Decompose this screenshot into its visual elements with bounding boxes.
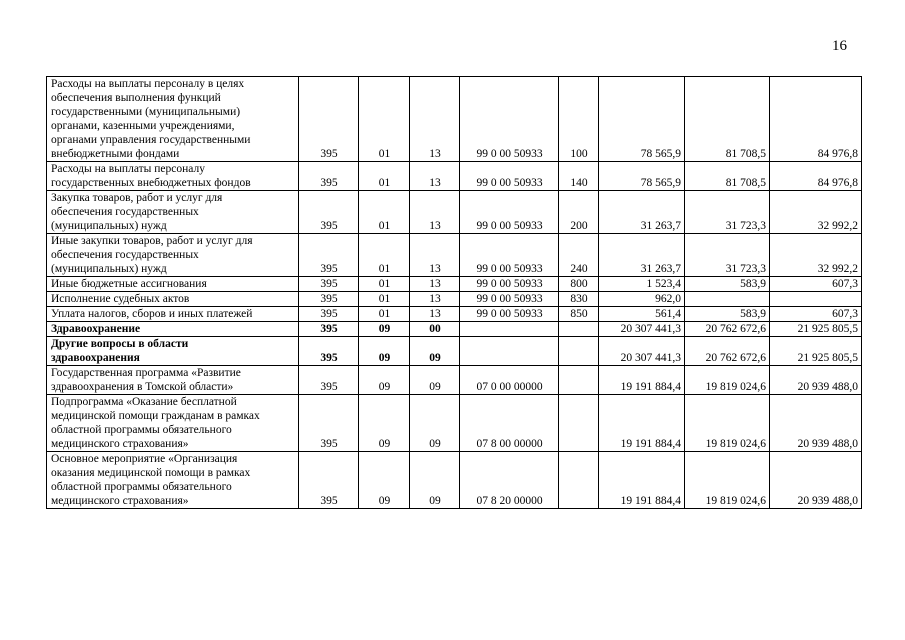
expense-type-cell: 850	[559, 307, 599, 322]
ministry-code-cell: 395	[299, 162, 359, 191]
target-article-cell: 99 0 00 50933	[460, 292, 559, 307]
amount-year2-cell: 31 723,3	[685, 234, 770, 277]
subsection-code-cell: 09	[410, 366, 460, 395]
amount-year1-cell: 20 307 441,3	[599, 322, 685, 337]
subsection-code-cell: 00	[410, 322, 460, 337]
amount-year3-cell: 21 925 805,5	[770, 322, 862, 337]
target-article-cell: 99 0 00 50933	[460, 162, 559, 191]
table-row	[47, 452, 862, 509]
ministry-code-cell: 395	[299, 322, 359, 337]
ministry-code-cell: 395	[299, 307, 359, 322]
ministry-code-cell: 395	[299, 337, 359, 366]
amount-year2-cell	[685, 292, 770, 307]
table-row	[47, 77, 862, 162]
table-row	[47, 277, 862, 292]
ministry-code-cell: 395	[299, 452, 359, 509]
amount-year1-cell: 561,4	[599, 307, 685, 322]
expense-type-cell	[559, 395, 599, 452]
subsection-code-cell: 13	[410, 277, 460, 292]
expense-type-cell	[559, 322, 599, 337]
table-row	[47, 395, 862, 452]
ministry-code-cell: 395	[299, 277, 359, 292]
expense-type-cell: 100	[559, 77, 599, 162]
amount-year3-cell: 20 939 488,0	[770, 395, 862, 452]
subsection-code-cell: 09	[410, 337, 460, 366]
section-code-cell: 09	[359, 337, 410, 366]
ministry-code-cell: 395	[299, 395, 359, 452]
section-code-cell: 01	[359, 277, 410, 292]
expense-type-cell: 200	[559, 191, 599, 234]
ministry-code-cell: 395	[299, 292, 359, 307]
table-row	[47, 337, 862, 366]
amount-year2-cell: 81 708,5	[685, 162, 770, 191]
amount-year1-cell: 78 565,9	[599, 77, 685, 162]
row-name-cell: Расходы на выплаты персоналу государственных внебюджетных фондов	[47, 162, 299, 191]
amount-year2-cell: 81 708,5	[685, 77, 770, 162]
amount-year3-cell: 32 992,2	[770, 191, 862, 234]
ministry-code-cell: 395	[299, 366, 359, 395]
amount-year1-cell: 19 191 884,4	[599, 452, 685, 509]
target-article-cell: 07 0 00 00000	[460, 366, 559, 395]
subsection-code-cell: 09	[410, 395, 460, 452]
amount-year1-cell: 31 263,7	[599, 234, 685, 277]
amount-year2-cell: 583,9	[685, 277, 770, 292]
amount-year1-cell: 19 191 884,4	[599, 366, 685, 395]
amount-year1-cell: 19 191 884,4	[599, 395, 685, 452]
target-article-cell: 99 0 00 50933	[460, 277, 559, 292]
target-article-cell: 99 0 00 50933	[460, 234, 559, 277]
amount-year2-cell: 19 819 024,6	[685, 395, 770, 452]
ministry-code-cell: 395	[299, 234, 359, 277]
row-name-cell: Уплата налогов, сборов и иных платежей	[47, 307, 299, 322]
table-row	[47, 191, 862, 234]
section-code-cell: 01	[359, 292, 410, 307]
subsection-code-cell: 13	[410, 307, 460, 322]
section-code-cell: 01	[359, 77, 410, 162]
subsection-code-cell: 13	[410, 234, 460, 277]
row-name-cell: Государственная программа «Развитие здравоохранения в Томской области»	[47, 366, 299, 395]
table-row	[47, 307, 862, 322]
subsection-code-cell: 09	[410, 452, 460, 509]
amount-year2-cell: 20 762 672,6	[685, 322, 770, 337]
amount-year2-cell: 19 819 024,6	[685, 452, 770, 509]
row-name-cell: Исполнение судебных актов	[47, 292, 299, 307]
expense-type-cell	[559, 337, 599, 366]
section-code-cell: 09	[359, 366, 410, 395]
target-article-cell: 99 0 00 50933	[460, 77, 559, 162]
amount-year3-cell	[770, 292, 862, 307]
target-article-cell	[460, 337, 559, 366]
amount-year3-cell: 84 976,8	[770, 162, 862, 191]
amount-year1-cell: 31 263,7	[599, 191, 685, 234]
budget-table	[46, 76, 862, 509]
target-article-cell: 07 8 00 00000	[460, 395, 559, 452]
section-code-cell: 01	[359, 162, 410, 191]
expense-type-cell: 140	[559, 162, 599, 191]
section-code-cell: 01	[359, 234, 410, 277]
section-code-cell: 09	[359, 452, 410, 509]
row-name-cell: Расходы на выплаты персоналу в целях обеспечения выполнения функций государственными (муниципальными) органами, казенными учреждениями, органами управления государственными внебюджетными фондами	[47, 77, 299, 162]
expense-type-cell: 800	[559, 277, 599, 292]
subsection-code-cell: 13	[410, 191, 460, 234]
table-row	[47, 162, 862, 191]
amount-year3-cell: 84 976,8	[770, 77, 862, 162]
expense-type-cell	[559, 366, 599, 395]
amount-year2-cell: 20 762 672,6	[685, 337, 770, 366]
row-name-cell: Иные закупки товаров, работ и услуг для обеспечения государственных (муниципальных) нужд	[47, 234, 299, 277]
amount-year3-cell: 607,3	[770, 307, 862, 322]
table-row	[47, 292, 862, 307]
amount-year1-cell: 20 307 441,3	[599, 337, 685, 366]
amount-year1-cell: 78 565,9	[599, 162, 685, 191]
amount-year3-cell: 21 925 805,5	[770, 337, 862, 366]
amount-year3-cell: 20 939 488,0	[770, 366, 862, 395]
row-name-cell: Основное мероприятие «Организация оказания медицинской помощи в рамках областной программы обязательного медицинского страхования»	[47, 452, 299, 509]
ministry-code-cell: 395	[299, 191, 359, 234]
table-row	[47, 322, 862, 337]
row-name-cell: Подпрограмма «Оказание бесплатной медицинской помощи гражданам в рамках областной программы обязательного медицинского страхования»	[47, 395, 299, 452]
amount-year1-cell: 962,0	[599, 292, 685, 307]
amount-year3-cell: 32 992,2	[770, 234, 862, 277]
row-name-cell: Закупка товаров, работ и услуг для обеспечения государственных (муниципальных) нужд	[47, 191, 299, 234]
row-name-cell: Здравоохранение	[47, 322, 299, 337]
amount-year1-cell: 1 523,4	[599, 277, 685, 292]
amount-year3-cell: 20 939 488,0	[770, 452, 862, 509]
row-name-cell: Иные бюджетные ассигнования	[47, 277, 299, 292]
table-row	[47, 366, 862, 395]
target-article-cell: 99 0 00 50933	[460, 191, 559, 234]
amount-year2-cell: 583,9	[685, 307, 770, 322]
target-article-cell: 07 8 20 00000	[460, 452, 559, 509]
amount-year2-cell: 19 819 024,6	[685, 366, 770, 395]
subsection-code-cell: 13	[410, 77, 460, 162]
amount-year3-cell: 607,3	[770, 277, 862, 292]
expense-type-cell: 830	[559, 292, 599, 307]
section-code-cell: 01	[359, 191, 410, 234]
row-name-cell: Другие вопросы в области здравоохранения	[47, 337, 299, 366]
target-article-cell: 99 0 00 50933	[460, 307, 559, 322]
section-code-cell: 09	[359, 395, 410, 452]
target-article-cell	[460, 322, 559, 337]
table-row	[47, 234, 862, 277]
expense-type-cell: 240	[559, 234, 599, 277]
ministry-code-cell: 395	[299, 77, 359, 162]
amount-year2-cell: 31 723,3	[685, 191, 770, 234]
section-code-cell: 09	[359, 322, 410, 337]
section-code-cell: 01	[359, 307, 410, 322]
expense-type-cell	[559, 452, 599, 509]
subsection-code-cell: 13	[410, 292, 460, 307]
page-number: 16	[832, 38, 847, 54]
subsection-code-cell: 13	[410, 162, 460, 191]
